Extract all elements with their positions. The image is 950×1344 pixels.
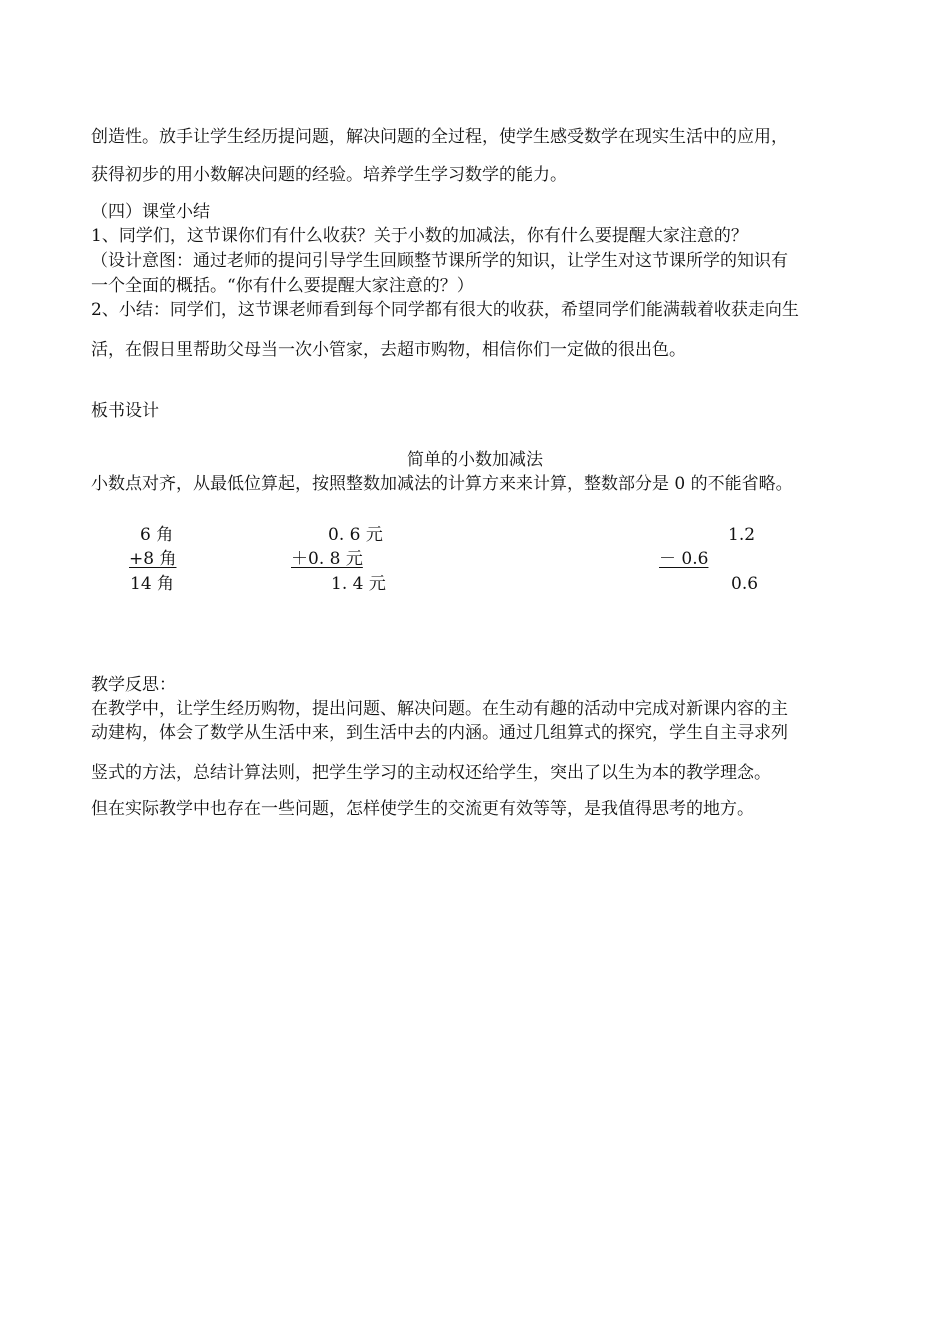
summary-conclusion-line-2: 活，在假日里帮助父母当一次小管家，去超市购物，相信你们一定做的很出色。: [91, 340, 686, 360]
calc3-row2: － 0.6: [659, 549, 709, 569]
reflection-line-2: 动建构，体会了数学从生活中来，到生活中去的内涵。通过几组算式的探究，学生自主寻求列: [91, 723, 788, 743]
reflection-heading: 教学反思：: [91, 675, 176, 695]
board-design-heading: 板书设计: [91, 401, 159, 421]
board-rule: 小数点对齐，从最低位算起，按照整数加减法的计算方来来计算，整数部分是 0 的不能省略。: [91, 474, 793, 494]
design-note-line-2: 一个全面的概括。“你有什么要提醒大家注意的？）: [91, 276, 474, 296]
summary-question-1: 1、同学们，这节课你们有什么收获？关于小数的加减法，你有什么要提醒大家注意的？: [91, 226, 748, 246]
board-title: 简单的小数加减法: [407, 450, 543, 470]
reflection-line-1: 在教学中，让学生经历购物，提出问题、解决问题。在生动有趣的活动中完成对新课内容的主: [91, 699, 788, 719]
intro-line-2: 获得初步的用小数解决问题的经验。培养学生学习数学的能力。: [91, 165, 567, 185]
calc3-row1: 1.2: [728, 525, 756, 545]
summary-heading: （四）课堂小结: [91, 202, 210, 222]
calc3-row3: 0.6: [731, 574, 759, 594]
calc2-row1: 0. 6 元: [328, 525, 383, 545]
summary-conclusion-line-1: 2、小结：同学们，这节课老师看到每个同学都有很大的收获，希望同学们能满载着收获走向生: [91, 300, 799, 320]
calc2-row3: 1. 4 元: [331, 574, 386, 594]
calc1-row2: +8 角: [129, 549, 177, 569]
intro-line-1: 创造性。放手让学生经历提问题，解决问题的全过程，使学生感受数学在现实生活中的应用，: [91, 127, 788, 147]
reflection-line-3: 竖式的方法，总结计算法则，把学生学习的主动权还给学生，突出了以生为本的教学理念。: [91, 763, 771, 783]
reflection-line-4: 但在实际教学中也存在一些问题，怎样使学生的交流更有效等等，是我值得思考的地方。: [91, 799, 754, 819]
calc2-row2: ＋0. 8 元: [291, 549, 363, 569]
design-note-line-1: （设计意图：通过老师的提问引导学生回顾整节课所学的知识，让学生对这节课所学的知识有: [91, 251, 788, 271]
calc1-row3: 14 角: [130, 574, 175, 594]
calc1-row1: 6 角: [140, 525, 174, 545]
